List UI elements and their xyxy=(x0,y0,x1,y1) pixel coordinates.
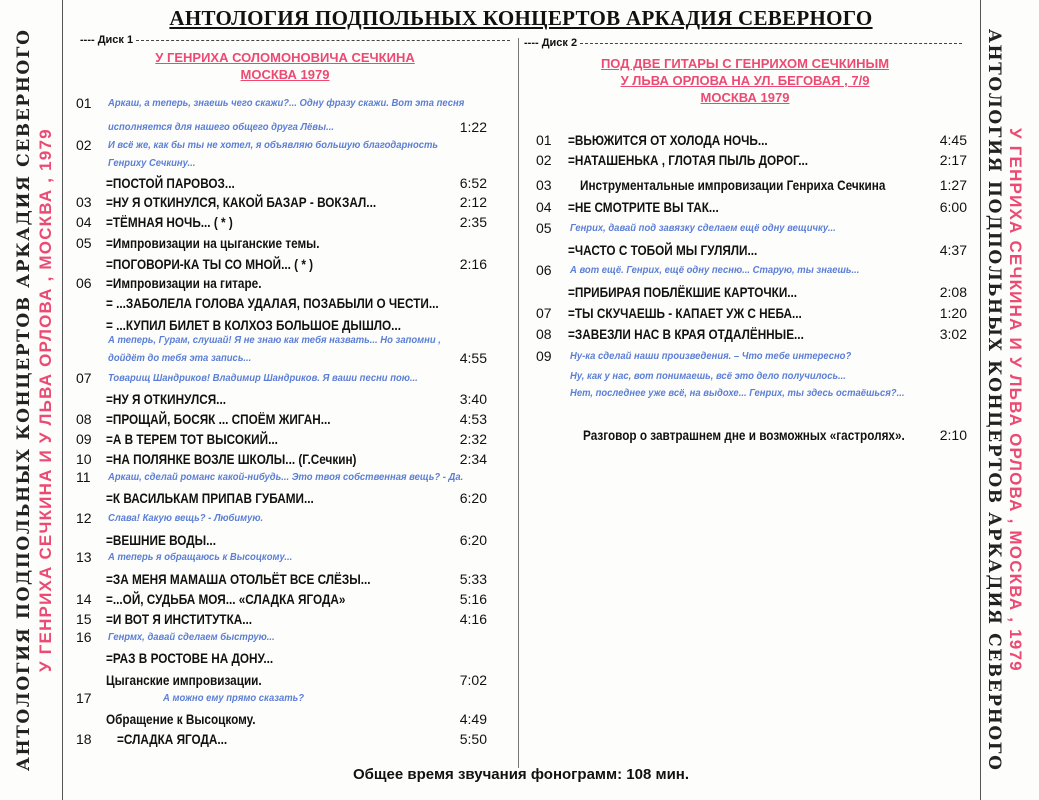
spoken-remark: И всё же, как бы ты не хотел, я объявляю большую благодарность xyxy=(108,139,439,151)
track-title: Цыганские импровизации. xyxy=(106,672,262,688)
track-number: 04 xyxy=(536,199,552,215)
track-duration: 2:35 xyxy=(459,214,487,230)
spoken-remark: дойдёт до тебя эта запись... xyxy=(108,352,252,364)
track-duration: 5:16 xyxy=(459,591,487,607)
track-title: =ЗА МЕНЯ МАМАША ОТОЛЬЁТ ВСЕ СЛЁЗЫ... xyxy=(106,571,371,587)
column-divider xyxy=(518,38,519,768)
track-title: =РАЗ В РОСТОВЕ НА ДОНУ... xyxy=(106,650,274,666)
track-number: 05 xyxy=(76,235,92,251)
disk1-subtitle-line: МОСКВА 1979 xyxy=(240,67,330,82)
track-duration: 3:02 xyxy=(939,326,967,342)
track-title: =СЛАДКА ЯГОДА... xyxy=(117,731,228,747)
track-number: 06 xyxy=(536,262,552,278)
disk1-header xyxy=(80,34,510,46)
track-duration: 6:20 xyxy=(459,490,487,506)
track-number: 17 xyxy=(76,690,92,706)
track-number: 14 xyxy=(76,591,92,607)
spoken-remark: Аркаш, сделай романс какой-нибудь... Это твоя собственная вещь? - Да. xyxy=(108,471,464,483)
track-title: =НА ПОЛЯНКЕ ВОЗЛЕ ШКОЛЫ... (Г.Сечкин) xyxy=(106,451,357,467)
track-duration: 2:16 xyxy=(459,256,487,272)
track-title: Обращение к Высоцкому. xyxy=(106,711,256,727)
track-duration: 2:12 xyxy=(459,194,487,210)
track-title: =НЕ СМОТРИТЕ ВЫ ТАК... xyxy=(568,199,719,215)
track-title: =НАТАШЕНЬКА , ГЛОТАЯ ПЫЛЬ ДОРОГ... xyxy=(568,152,809,168)
track-duration: 4:49 xyxy=(459,711,487,727)
track-title: =К ВАСИЛЬКАМ ПРИПАВ ГУБАМИ... xyxy=(106,490,314,506)
spoken-remark: А можно ему прямо сказать? xyxy=(163,692,305,704)
track-title: =ЗАВЕЗЛИ НАС В КРАЯ ОТДАЛЁННЫЕ... xyxy=(568,326,804,342)
spoken-remark: Слава! Какую вещь? - Любимую. xyxy=(108,512,264,524)
track-number: 12 xyxy=(76,510,92,526)
track-number: 01 xyxy=(536,132,552,148)
track-number: 11 xyxy=(76,469,91,485)
spoken-remark: А теперь, Гурам, слушай! Я не знаю как тебя назвать... Но запомни , xyxy=(108,334,441,346)
track-title: = ...КУПИЛ БИЛЕТ В КОЛХОЗ БОЛЬШОЕ ДЫШЛО... xyxy=(106,317,401,333)
track-title: =ЧАСТО С ТОБОЙ МЫ ГУЛЯЛИ... xyxy=(568,242,758,258)
disk1-subtitle xyxy=(80,49,490,83)
spoken-remark: Нет, последнее уже всё, на выдохе... Генрих, ты здесь остаёшься?... xyxy=(570,387,905,399)
track-title: =ПОСТОЙ ПАРОВОЗ... xyxy=(106,175,235,191)
track-number: 08 xyxy=(536,326,552,342)
track-duration: 2:32 xyxy=(459,431,487,447)
track-title: =Импровизации на гитаре. xyxy=(106,275,262,291)
track-title: =НУ Я ОТКИНУЛСЯ, КАКОЙ БАЗАР - ВОКЗАЛ... xyxy=(106,194,377,210)
spine-series-title: АНТОЛОГИЯ ПОДПОЛЬНЫХ КОНЦЕРТОВ АРКАДИЯ СЕВЕРНОГО xyxy=(984,28,1004,772)
track-title: =...ОЙ, СУДЬБА МОЯ... «СЛАДКА ЯГОДА» xyxy=(106,591,346,607)
track-duration: 1:27 xyxy=(939,177,967,193)
track-title: =ТЁМНАЯ НОЧЬ... ( * ) xyxy=(106,214,233,230)
track-duration: 2:34 xyxy=(459,451,487,467)
track-duration: 6:52 xyxy=(459,175,487,191)
track-duration: 2:17 xyxy=(939,152,967,168)
spine-series-title: АНТОЛОГИЯ ПОДПОЛЬНЫХ КОНЦЕРТОВ АРКАДИЯ СЕВЕРНОГО xyxy=(14,28,34,772)
spoken-remark: Генриху Сечкину... xyxy=(108,157,196,169)
total-duration: Общее время звучания фонограмм: 108 мин. xyxy=(352,766,690,783)
spine-subtitle: У ГЕНРИХА СЕЧКИНА И У ЛЬВА ОРЛОВА , МОСКВА , 1979 xyxy=(36,128,55,672)
disk1-subtitle-line: У ГЕНРИХА СОЛОМОНОВИЧА СЕЧКИНА xyxy=(155,50,415,65)
track-number: 09 xyxy=(76,431,92,447)
track-number: 16 xyxy=(76,629,92,645)
track-duration: 5:33 xyxy=(459,571,487,587)
track-duration: 2:08 xyxy=(939,284,967,300)
track-duration: 1:20 xyxy=(939,305,967,321)
track-number: 02 xyxy=(536,152,552,168)
track-number: 08 xyxy=(76,411,92,427)
track-number: 10 xyxy=(76,451,92,467)
track-number: 13 xyxy=(76,549,92,565)
track-number: 01 xyxy=(76,95,92,111)
dashed-rule xyxy=(580,43,962,44)
spine-subtitle: У ГЕНРИХА СЕЧКИНА И У ЛЬВА ОРЛОВА , МОСКВА , 1979 xyxy=(1006,128,1025,672)
track-title: =Импровизации на цыганские темы. xyxy=(106,235,320,251)
track-duration: 1:22 xyxy=(459,119,487,135)
spoken-remark: Ну-ка сделай наши произведения. – Что тебе интересно? xyxy=(570,350,852,362)
page-title: АНТОЛОГИЯ ПОДПОЛЬНЫХ КОНЦЕРТОВ АРКАДИЯ СЕВЕРНОГО xyxy=(169,6,873,30)
track-title: =ПОГОВОРИ-КА ТЫ СО МНОЙ... ( * ) xyxy=(106,256,314,272)
spoken-remark: Аркаш, а теперь, знаешь чего скажи?... Одну фразу скажи. Вот эта песня xyxy=(108,97,465,109)
track-duration: 7:02 xyxy=(459,672,487,688)
track-title: =НУ Я ОТКИНУЛСЯ... xyxy=(106,391,226,407)
right-spine xyxy=(980,0,1039,800)
disk2-subtitle-line: МОСКВА 1979 xyxy=(700,90,790,105)
track-duration: 6:20 xyxy=(459,532,487,548)
track-duration: 6:00 xyxy=(939,199,967,215)
disk2-header xyxy=(524,37,962,49)
disk2-subtitle-line: ПОД ДВЕ ГИТАРЫ С ГЕНРИХОМ СЕЧКИНЫМ xyxy=(600,56,890,71)
track-number: 03 xyxy=(76,194,92,210)
track-number: 07 xyxy=(76,370,92,386)
track-title: =ВЬЮЖИТСЯ ОТ ХОЛОДА НОЧЬ... xyxy=(568,132,768,148)
disk2-subtitle xyxy=(540,55,950,106)
spoken-remark: Генрих, давай под завязку сделаем ещё одну вещичку... xyxy=(570,222,836,234)
track-number: 07 xyxy=(536,305,552,321)
spoken-remark: А теперь я обращаюсь к Высоцкому... xyxy=(108,551,293,563)
dashed-rule xyxy=(136,40,510,41)
track-duration: 5:50 xyxy=(459,731,487,747)
track-duration: 4:53 xyxy=(459,411,487,427)
track-number: 04 xyxy=(76,214,92,230)
track-title: =ПРИБИРАЯ ПОБЛЁКШИЕ КАРТОЧКИ... xyxy=(568,284,798,300)
track-title: =И ВОТ Я ИНСТИТУТКА... xyxy=(106,611,253,627)
disk2-subtitle-line: У ЛЬВА ОРЛОВА НА УЛ. БЕГОВАЯ , 7/9 xyxy=(620,73,870,88)
track-number: 05 xyxy=(536,220,552,236)
track-duration: 4:45 xyxy=(939,132,967,148)
track-title: =ВЕШНИЕ ВОДЫ... xyxy=(106,532,216,548)
track-title: = ...ЗАБОЛЕЛА ГОЛОВА УДАЛАЯ, ПОЗАБЫЛИ О ЧЕСТИ... xyxy=(106,295,439,311)
track-duration: 3:40 xyxy=(459,391,487,407)
track-title: =ПРОЩАЙ, БОСЯК ... СПОЁМ ЖИГАН... xyxy=(106,411,331,427)
track-title: =А В ТЕРЕМ ТОТ ВЫСОКИЙ... xyxy=(106,431,278,447)
track-number: 03 xyxy=(536,177,552,193)
track-title: Разговор о завтрашнем дне и возможных «гастролях». xyxy=(583,427,905,443)
track-number: 06 xyxy=(76,275,92,291)
track-number: 18 xyxy=(76,731,92,747)
spoken-remark: Товарищ Шандриков! Владимир Шандриков. Я ваши песни пою... xyxy=(108,372,418,384)
spoken-remark: А вот ещё. Генрих, ещё одну песню... Старую, ты знаешь... xyxy=(570,264,860,276)
track-duration: 2:10 xyxy=(939,427,967,443)
track-number: 15 xyxy=(76,611,92,627)
track-duration: 4:37 xyxy=(939,242,967,258)
disk1-label: ---- Диск 1 xyxy=(80,34,134,46)
track-duration: 4:55 xyxy=(459,350,487,366)
track-title: =ТЫ СКУЧАЕШЬ - КАПАЕТ УЖ С НЕБА... xyxy=(568,305,802,321)
track-number: 09 xyxy=(536,348,552,364)
track-duration: 4:16 xyxy=(459,611,487,627)
spoken-remark: исполняется для нашего общего друга Лёвы... xyxy=(108,121,334,133)
spoken-remark: Генрмх, давай сделаем быструю... xyxy=(108,631,275,643)
left-spine xyxy=(0,0,63,800)
spoken-remark: Ну, как у нас, вот понимаешь, всё это дело получилось... xyxy=(570,370,846,382)
disk2-label: ---- Диск 2 xyxy=(524,37,578,49)
track-number: 02 xyxy=(76,137,92,153)
track-title: Инструментальные импровизации Генриха Сечкина xyxy=(580,177,886,193)
